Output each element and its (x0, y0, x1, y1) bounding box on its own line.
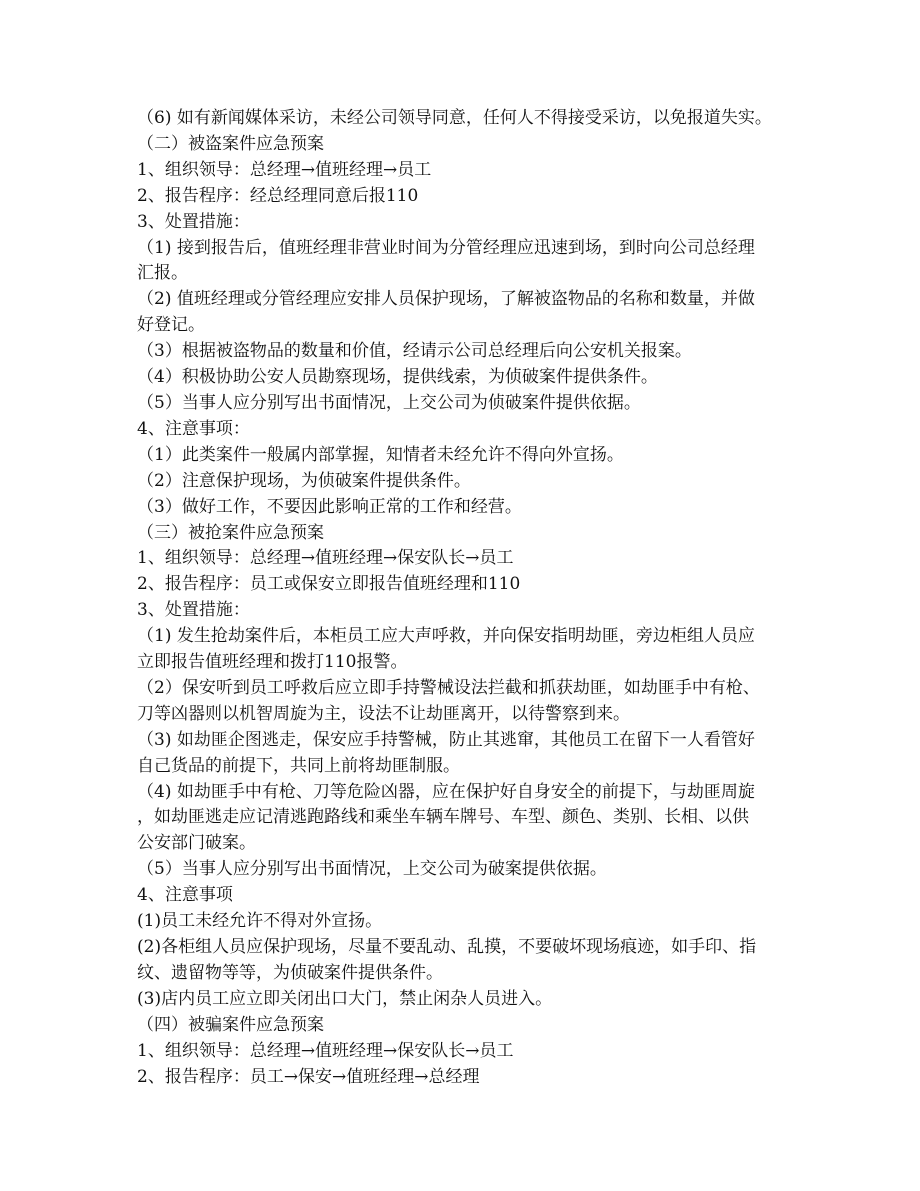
text-line: （1）此类案件一般属内部掌握，知情者未经允许不得向外宣扬。 (137, 444, 624, 465)
text-line: 2、报告程序：员工或保安立即报告值班经理和110 (137, 574, 521, 595)
text-line: (2)各柜组人员应保护现场，尽量不要乱动、乱摸，不要破坏现场痕迹，如手印、指 (137, 937, 757, 957)
document-body (137, 106, 787, 1090)
text-line: 自己货品的前提下，共同上前将劫匪制服。 (137, 755, 460, 776)
text-line: 1、组织领导：总经理→值班经理→保安队长→员工 (137, 548, 514, 569)
text-line: ，如劫匪逃走应记清逃跑路线和乘坐车辆车牌号、车型、颜色、类别、长相、以供 (137, 807, 749, 828)
text-line: 3、处置措施： (137, 211, 250, 232)
text-line: （3）做好工作，不要因此影响正常的工作和经营。 (137, 496, 522, 517)
text-line: （2）注意保护现场，为侦破案件提供条件。 (137, 470, 471, 491)
text-line: 刀等凶器则以机智周旋为主，设法不让劫匪离开，以待警察到来。 (137, 703, 630, 724)
text-line: (1)员工未经允许不得对外宣扬。 (137, 911, 383, 932)
text-line: （3）根据被盗物品的数量和价值，经请示公司总经理后向公安机关报案。 (137, 341, 692, 362)
text-line: 1、组织领导：总经理→值班经理→员工 (137, 159, 432, 180)
text-line: 2、报告程序：员工→保安→值班经理→总经理 (137, 1066, 480, 1087)
text-line: （2）保安听到员工呼救后应立即手持警械设法拦截和抓获劫匪，如劫匪手中有枪、 (137, 677, 760, 698)
text-line: 1、组织领导：总经理→值班经理→保安队长→员工 (137, 1040, 514, 1061)
text-line: （5）当事人应分别写出书面情况，上交公司为破案提供依据。 (137, 859, 607, 880)
text-line: （5）当事人应分别写出书面情况，上交公司为侦破案件提供依据。 (137, 392, 641, 413)
text-line: 立即报告值班经理和拨打110报警。 (137, 652, 408, 673)
text-line: 好登记。 (137, 315, 205, 336)
section-heading: （二）被盗案件应急预案 (137, 133, 324, 154)
text-line: （4) 如劫匪手中有枪、刀等危险凶器，应在保护好自身安全的前提下，与劫匪周旋 (137, 781, 755, 802)
text-line: 2、报告程序：经总经理同意后报110 (137, 185, 419, 206)
text-line: （3) 如劫匪企图逃走，保安应手持警械，防止其逃窜，其他员工在留下一人看管好 (137, 729, 755, 750)
text-line: （1) 接到报告后，值班经理非营业时间为分管经理应迅速到场，到时向公司总经理 (137, 237, 755, 258)
text-line: （6) 如有新闻媒体采访，未经公司领导同意，任何人不得接受采访，以免报道失实。 (137, 108, 772, 128)
text-line: （2) 值班经理或分管经理应安排人员保护现场，了解被盗物品的名称和数量，并做 (137, 289, 755, 310)
text-line: 纹、遗留物等等，为侦破案件提供条件。 (137, 962, 443, 983)
text-line: (3)店内员工应立即关闭出口大门，禁止闲杂人员进入。 (137, 988, 553, 1009)
text-line: （4）积极协助公安人员勘察现场，提供线索，为侦破案件提供条件。 (137, 367, 658, 388)
text-line: 4、注意事项 (137, 885, 233, 906)
text-line: 4、注意事项： (137, 418, 250, 439)
section-heading: （三）被抢案件应急预案 (137, 522, 324, 543)
text-line: 3、处置措施： (137, 600, 250, 621)
text-line: 汇报。 (137, 263, 188, 284)
text-line: 公安部门破案。 (137, 833, 256, 854)
section-heading: （四）被骗案件应急预案 (137, 1014, 324, 1035)
text-line: （1) 发生抢劫案件后，本柜员工应大声呼救，并向保安指明劫匪，旁边柜组人员应 (137, 626, 755, 647)
